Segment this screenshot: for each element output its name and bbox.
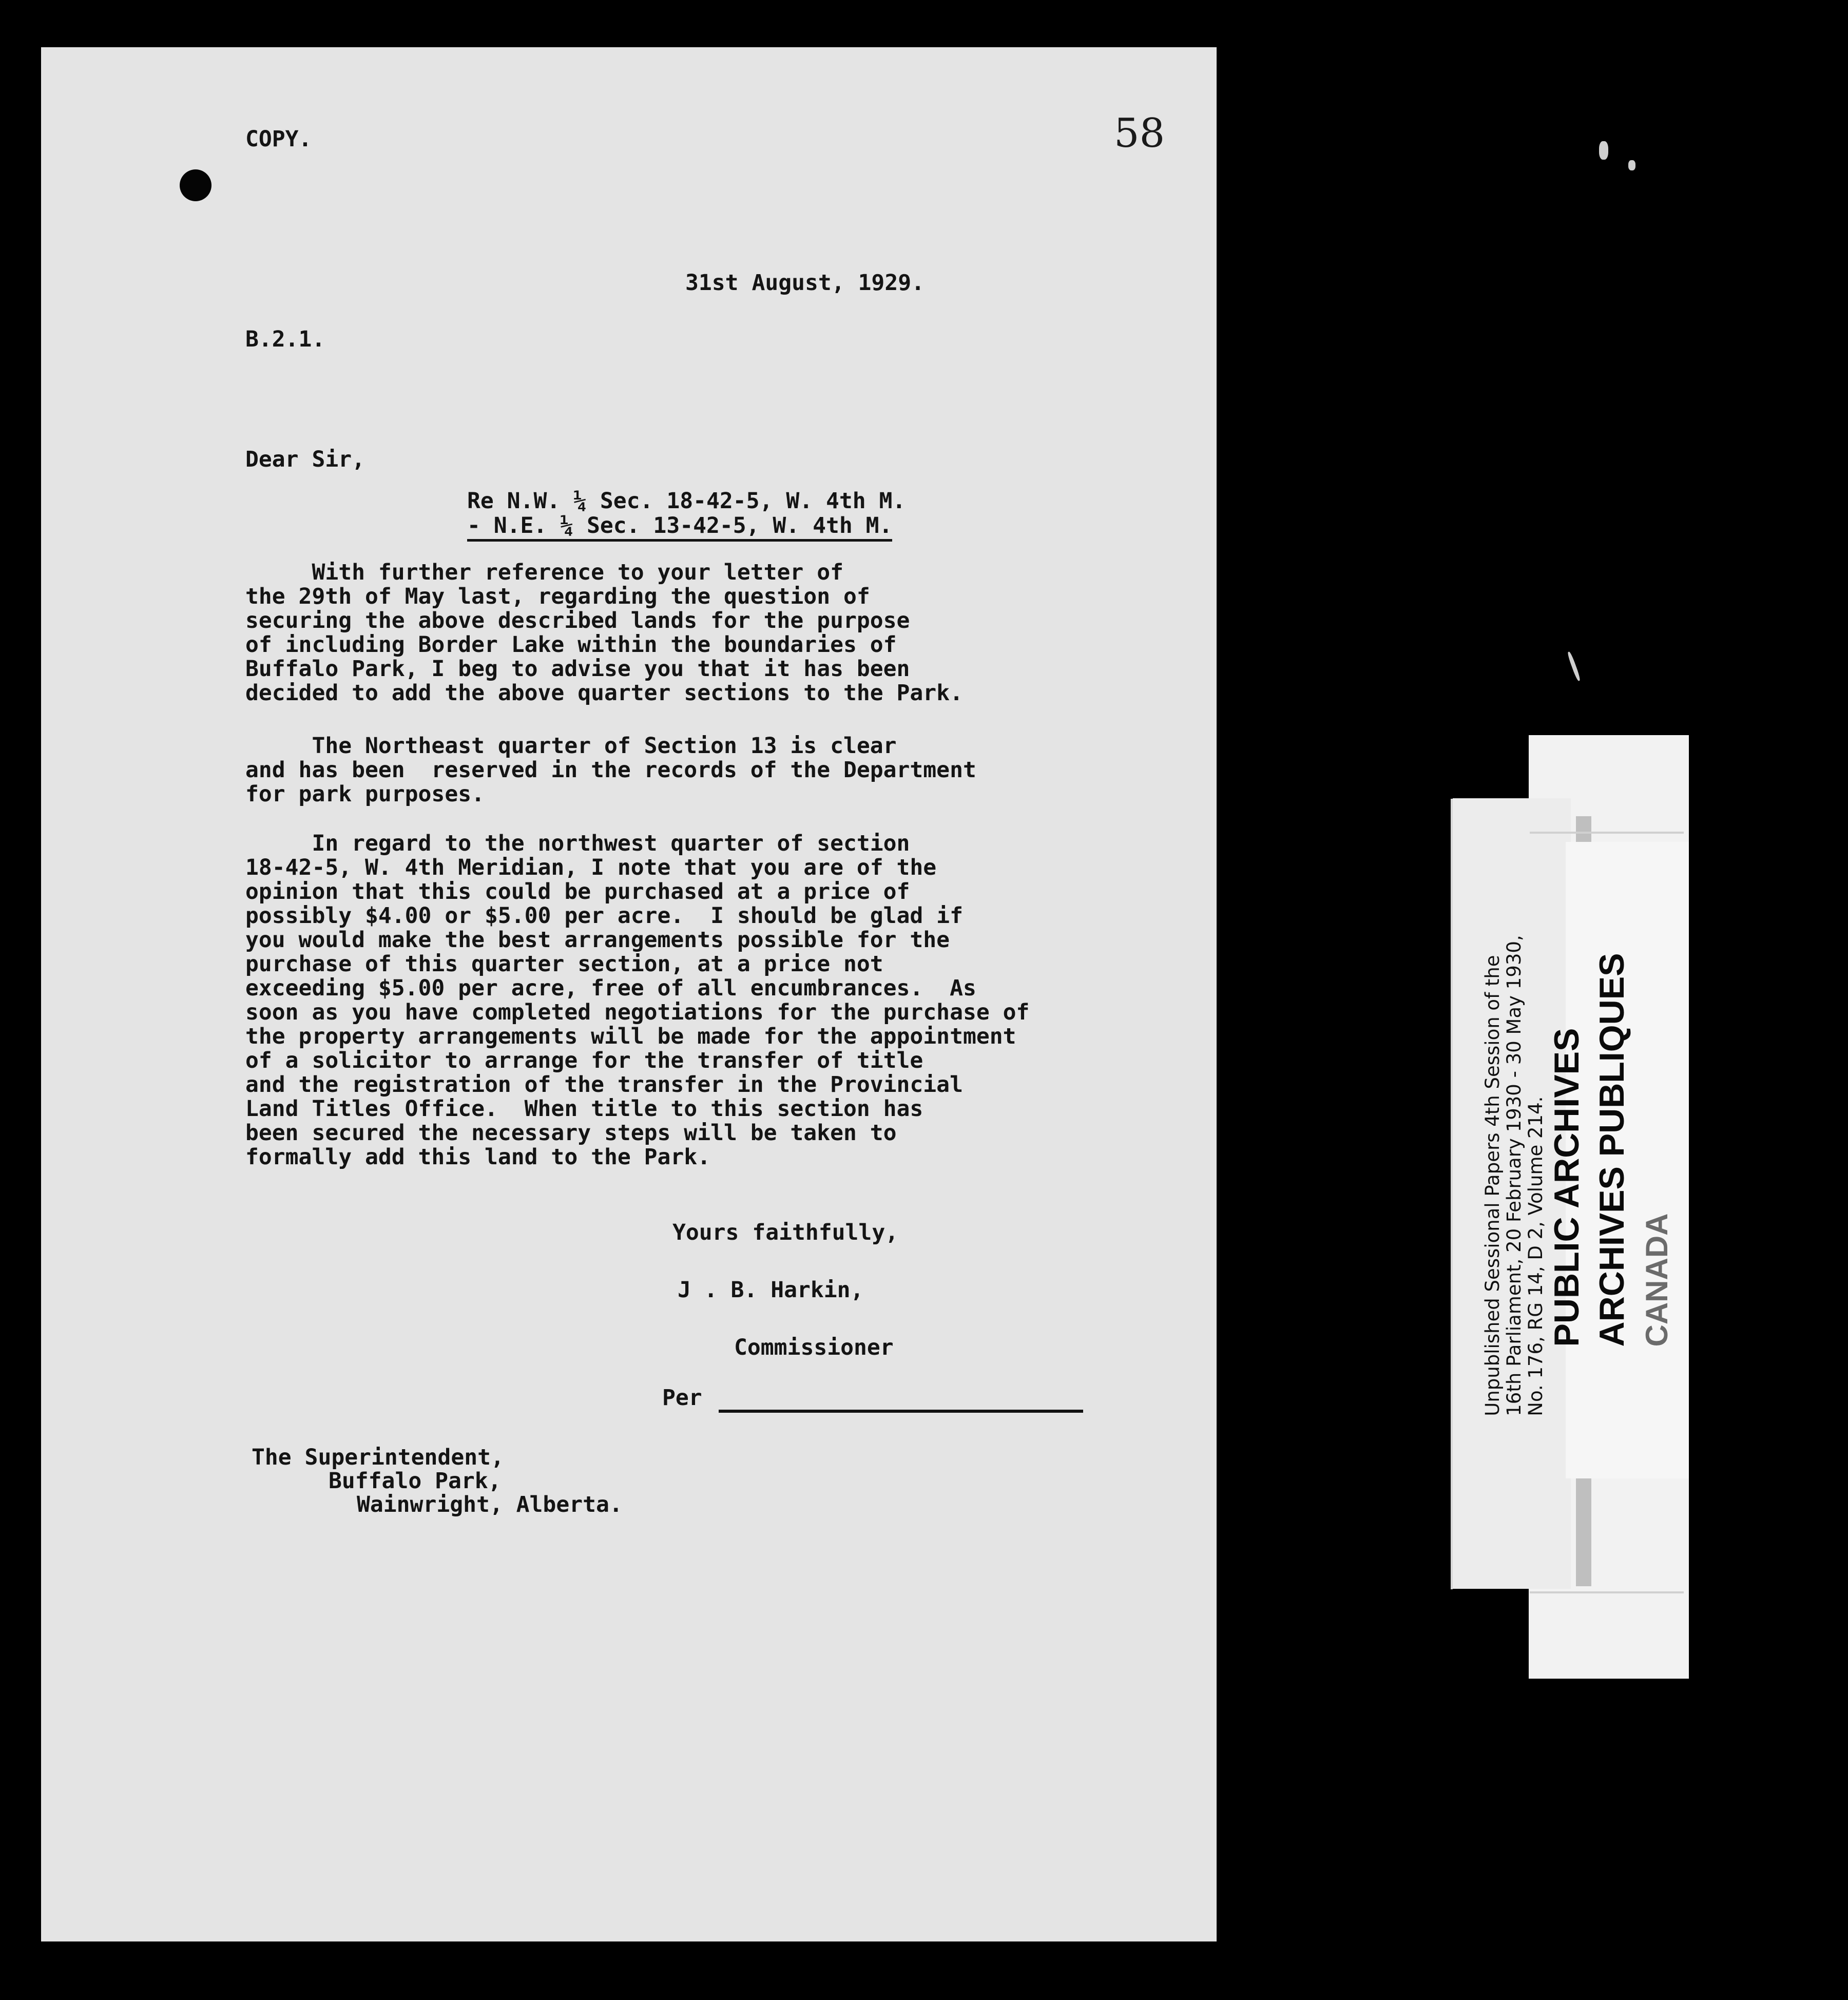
address-line: The Superintendent, xyxy=(252,1445,504,1470)
body-line: soon as you have completed negotiations for the purchase of xyxy=(245,999,1030,1025)
body-line: for park purposes. xyxy=(245,781,485,807)
body-line: you would make the best arrangements possible for the xyxy=(245,927,950,953)
body-line: exceeding $5.00 per acre, free of all encumbrances. As xyxy=(245,975,976,1001)
recipient-address xyxy=(252,1446,623,1516)
dust-speck xyxy=(1628,160,1635,170)
label-crease xyxy=(1530,1591,1684,1593)
body-line: the 29th of May last, regarding the question of xyxy=(245,584,870,609)
citation-line: Unpublished Sessional Papers 4th Session of the xyxy=(1481,955,1504,1416)
dust-speck xyxy=(1567,651,1581,681)
letter-date: 31st August, 1929. xyxy=(685,270,925,296)
body-line: of including Border Lake within the boundaries of xyxy=(245,632,897,658)
closing: Yours faithfully, xyxy=(672,1220,899,1245)
body-line: and has been reserved in the records of the Department xyxy=(245,757,976,783)
body-line: Buffalo Park, I beg to advise you that it has been xyxy=(245,656,910,682)
body-line: formally add this land to the Park. xyxy=(245,1144,711,1170)
per-label: Per xyxy=(662,1385,702,1411)
signer-name: J . B. Harkin, xyxy=(678,1277,864,1303)
page-number: 58 xyxy=(1114,110,1165,157)
body-paragraph xyxy=(245,561,963,705)
signature-line xyxy=(719,1410,1083,1413)
body-line: been secured the necessary steps will be taken to xyxy=(245,1120,897,1146)
archives-stamp xyxy=(1544,953,1680,1347)
address-line: Buffalo Park, xyxy=(329,1468,502,1494)
label-edge xyxy=(1451,799,1453,1589)
label-crease xyxy=(1530,832,1684,834)
citation-line: 16th Parliament, 20 February 1930 - 30 May 1930, xyxy=(1503,935,1525,1416)
body-paragraph xyxy=(245,734,976,806)
body-line: and the registration of the transfer in the Provincial xyxy=(245,1072,963,1098)
copy-label: COPY. xyxy=(245,126,312,152)
punch-hole xyxy=(180,169,211,201)
signer-title: Commissioner xyxy=(734,1335,894,1360)
body-line: In regard to the northwest quarter of section xyxy=(245,831,910,856)
subject-reference xyxy=(467,489,906,542)
body-paragraph xyxy=(245,832,1029,1169)
source-citation xyxy=(1482,935,1547,1416)
body-line: securing the above described lands for the purpose xyxy=(245,608,910,633)
salutation: Dear Sir, xyxy=(245,447,365,472)
file-reference: B.2.1. xyxy=(245,326,325,352)
address-line: Wainwright, Alberta. xyxy=(357,1492,623,1517)
body-line: of a solicitor to arrange for the transfer of title xyxy=(245,1048,923,1073)
stamp-line: PUBLIC ARCHIVES xyxy=(1547,1028,1586,1347)
body-line: The Northeast quarter of Section 13 is clear xyxy=(245,733,897,759)
body-line: Land Titles Office. When title to this section has xyxy=(245,1096,923,1122)
body-line: possibly $4.00 or $5.00 per acre. I should be glad if xyxy=(245,903,963,929)
body-line: With further reference to your letter of xyxy=(245,560,843,585)
body-line: decided to add the above quarter sections to the Park. xyxy=(245,680,963,706)
body-line: the property arrangements will be made for the appointment xyxy=(245,1024,1016,1049)
body-line: 18-42-5, W. 4th Meridian, I note that you are of the xyxy=(245,855,937,880)
citation-line: No. 176, RG 14, D 2, Volume 214. xyxy=(1525,1096,1547,1416)
body-line: purchase of this quarter section, at a price not xyxy=(245,951,883,977)
subject-line: - N.E. ¼ Sec. 13-42-5, W. 4th M. xyxy=(467,513,892,542)
stamp-line: ARCHIVES PUBLIQUES xyxy=(1592,953,1631,1347)
body-line: opinion that this could be purchased at a price of xyxy=(245,879,910,905)
dust-speck xyxy=(1599,141,1608,160)
subject-line: Re N.W. ¼ Sec. 18-42-5, W. 4th M. xyxy=(467,488,906,514)
stamp-line: CANADA xyxy=(1640,1213,1674,1347)
letter-page xyxy=(41,47,1217,1941)
